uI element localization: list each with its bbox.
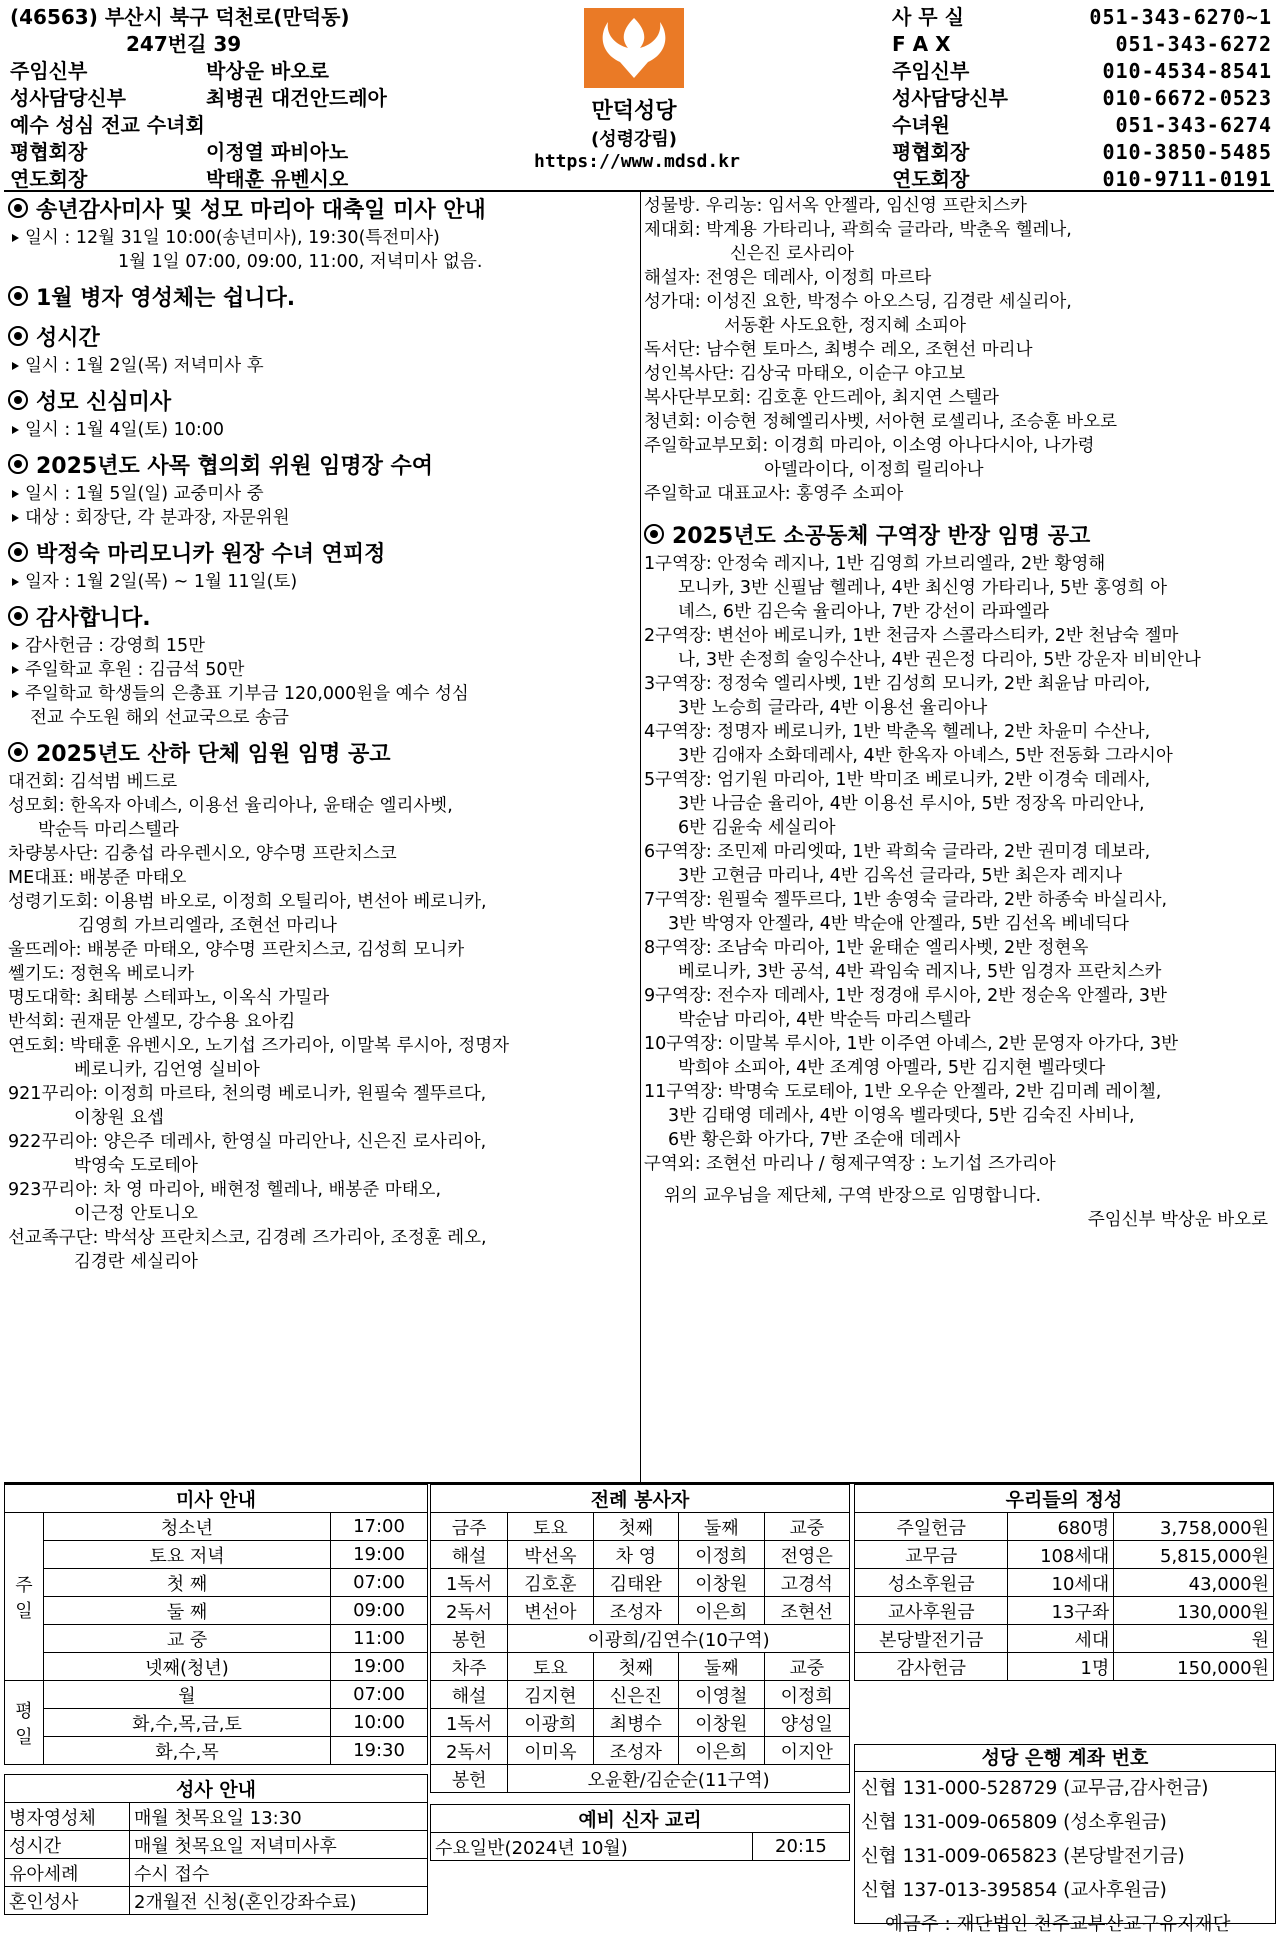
detail-line: 감사헌금 : 강영희 15만 bbox=[8, 634, 638, 658]
triangle-bullet-icon bbox=[12, 514, 19, 522]
staff-row: 연도회장 박태훈 유벤시오 bbox=[10, 167, 349, 191]
table-row: 혼인성사 2개월전 신청(혼인강좌수료) bbox=[5, 1887, 428, 1915]
table-row: 봉헌 오윤환/김순순(11구역) bbox=[431, 1765, 850, 1793]
parish-brand bbox=[534, 8, 740, 172]
sacrament-table bbox=[4, 1774, 428, 1915]
contact-row: 연도회장 010-9711-0191 bbox=[892, 167, 1272, 191]
list-item: 7구역장: 원필숙 젤뚜르다, 1반 송영숙 글라라, 2반 하종숙 바실리사, bbox=[644, 890, 1168, 910]
list-item: 김영희 가브리엘라, 조현선 마리나 bbox=[78, 916, 337, 936]
list-item: 박영숙 도로테아 bbox=[74, 1156, 198, 1176]
right-column bbox=[644, 194, 1274, 1232]
detail-line: 일자 : 1월 2일(목) ~ 1월 11일(토) bbox=[8, 570, 638, 594]
section-title: 2025년도 소공동체 구역장 반장 임명 공고 bbox=[644, 522, 1274, 552]
table-row: 2독서 변선아 조성자 이은희 조현선 bbox=[431, 1597, 850, 1625]
table-title: 성사 안내 bbox=[5, 1775, 428, 1803]
bank-line: 신협 131-009-065823 (본당발전기금) bbox=[861, 1846, 1185, 1867]
list-item: 제대회: 박계용 가타리나, 곽희숙 글라라, 박춘옥 헬레나, bbox=[644, 220, 1072, 240]
list-item: 3반 김태영 데레사, 4반 이영옥 벨라뎃다, 5반 김숙진 사비나, bbox=[668, 1106, 1135, 1126]
contact-row: 주임신부 010-4534-8541 bbox=[892, 59, 1272, 83]
table-row: 교 중 11:00 bbox=[5, 1625, 428, 1653]
signature-line: 주임신부 박상운 바오로 bbox=[1087, 1210, 1268, 1230]
group-officer-list-continued bbox=[644, 194, 1274, 506]
list-item: 3반 박영자 안젤라, 4반 박순애 안젤라, 5반 김선옥 베네딕다 bbox=[668, 914, 1129, 934]
list-item: 1구역장: 안정숙 레지나, 1반 김영희 가브리엘라, 2반 황영해 bbox=[644, 554, 1106, 574]
column-divider bbox=[640, 192, 641, 1482]
table-row: 첫 째 07:00 bbox=[5, 1569, 428, 1597]
list-item: 성가대: 이성진 요한, 박정수 아오스딩, 김경란 세실리아, bbox=[644, 292, 1072, 312]
table-header-row: 차주 토요 첫째 둘째 교중 bbox=[431, 1653, 850, 1681]
zone-leader-list bbox=[644, 552, 1274, 1176]
row-group-label: 주일 bbox=[5, 1513, 44, 1681]
parish-subtitle: (성령강림) bbox=[590, 129, 677, 150]
triangle-bullet-icon bbox=[12, 578, 19, 586]
list-item: 모니카, 3반 신필남 헬레나, 4반 최신영 가타리나, 5반 홍영희 아 bbox=[678, 578, 1167, 598]
table-row: 병자영성체 매월 첫목요일 13:30 bbox=[5, 1803, 428, 1831]
section-title: 송년감사미사 및 성모 마리아 대축일 미사 안내 bbox=[8, 196, 638, 226]
list-item: 923꾸리아: 차 영 마리아, 배현정 헬레나, 배봉준 마태오, bbox=[8, 1180, 442, 1200]
table-row: 둘 째 09:00 bbox=[5, 1597, 428, 1625]
detail-line: 일시 : 1월 2일(목) 저녁미사 후 bbox=[8, 354, 638, 378]
list-item: 명도대학: 최태봉 스테파노, 이옥식 가밀라 bbox=[8, 988, 330, 1008]
list-item: 베로니카, 김언영 실비아 bbox=[74, 1060, 260, 1080]
bank-holder: 예금주 : 재단법인 천주교부산교구유지재단 bbox=[885, 1914, 1231, 1935]
list-item: 2구역장: 변선아 베로니카, 1반 천금자 스콜라스티카, 2반 천남숙 젤마 bbox=[644, 626, 1179, 646]
table-row: 토요 저녁 19:00 bbox=[5, 1541, 428, 1569]
header-contacts bbox=[892, 4, 1272, 193]
table-title: 미사 안내 bbox=[5, 1485, 428, 1513]
bank-title: 성당 은행 계좌 번호 bbox=[855, 1745, 1275, 1772]
list-item: 성물방. 우리농: 임서옥 안젤라, 임신영 프란치스카 bbox=[644, 196, 1027, 216]
table-title: 우리들의 정성 bbox=[855, 1485, 1274, 1513]
table-row: 교무금 108세대 5,815,000원 bbox=[855, 1541, 1274, 1569]
detail-line: 전교 수도원 해외 선교국으로 송금 bbox=[30, 708, 289, 728]
list-item: 해설자: 전영은 데레사, 이정희 마르타 bbox=[644, 268, 932, 288]
circle-bullet-icon bbox=[8, 326, 28, 346]
table-row: 성소후원금 10세대 43,000원 bbox=[855, 1569, 1274, 1597]
list-item: 10구역장: 이말복 루시아, 1반 이주연 아녜스, 2반 문영자 아가다, 3반 bbox=[644, 1034, 1179, 1054]
table-title: 전례 봉사자 bbox=[431, 1485, 850, 1513]
table-row: 평일 월 07:00 bbox=[5, 1681, 428, 1709]
dove-flame-logo-icon bbox=[584, 8, 684, 88]
list-item: 구역외: 조현선 마리나 / 형제구역장 : 노기섭 즈가리아 bbox=[644, 1154, 1056, 1174]
list-item: 921꾸리아: 이정희 마르타, 천의령 베로니카, 원필숙 젤뚜르다, bbox=[8, 1084, 487, 1104]
list-item: 복사단부모회: 김호훈 안드레아, 최지연 스텔라 bbox=[644, 388, 999, 408]
list-item: 4구역장: 정명자 베로니카, 1반 박춘옥 헬레나, 2반 차윤미 수산나, bbox=[644, 722, 1151, 742]
circle-bullet-icon bbox=[8, 390, 28, 410]
bottom-info bbox=[4, 1482, 1274, 1935]
table-row: 수요일반(2024년 10월) 20:15 bbox=[431, 1833, 850, 1861]
list-item: 성모회: 한옥자 아녜스, 이용선 율리아나, 윤태순 엘리사벳, bbox=[8, 796, 453, 816]
address-line-2: 247번길 39 bbox=[126, 32, 242, 56]
list-item: 11구역장: 박명숙 도로테아, 1반 오우순 안젤라, 2반 김미례 레이첼, bbox=[644, 1082, 1162, 1102]
table-row: 성시간 매월 첫목요일 저녁미사후 bbox=[5, 1831, 428, 1859]
catechism-table bbox=[430, 1804, 850, 1861]
section-title: 2025년도 산하 단체 임원 임명 공고 bbox=[8, 740, 638, 770]
staff-row: 주임신부 박상운 바오로 bbox=[10, 59, 329, 83]
parish-url[interactable]: https://www.mdsd.kr bbox=[534, 151, 740, 172]
list-item: 3반 고현금 마리나, 4반 김옥선 글라라, 5반 최은자 레지나 bbox=[678, 866, 1123, 886]
detail-line: 일시 : 12월 31일 10:00(송년미사), 19:30(특전미사) bbox=[8, 226, 638, 250]
table-row: 유아세례 수시 접수 bbox=[5, 1859, 428, 1887]
table-row: 넷째(청년) 19:00 bbox=[5, 1653, 428, 1681]
appointment-statement: 위의 교우님을 제단체, 구역 반장으로 임명합니다. bbox=[664, 1186, 1042, 1206]
contact-row: 성사담당신부 010-6672-0523 bbox=[892, 86, 1272, 110]
list-item: 성령기도회: 이용범 바오로, 이정희 오틸리아, 변선아 베로니카, bbox=[8, 892, 487, 912]
list-item: 베로니카, 3반 공석, 4반 곽임숙 레지나, 5반 임경자 프란치스카 bbox=[678, 962, 1162, 982]
contact-row: 수녀원 051-343-6274 bbox=[892, 113, 1272, 137]
table-row: 2독서 이미옥 조성자 이은희 이지안 bbox=[431, 1737, 850, 1765]
section-title: 2025년도 사목 협의회 위원 임명장 수여 bbox=[8, 452, 638, 482]
header bbox=[4, 2, 1274, 192]
list-item: 대건회: 김석범 베드로 bbox=[8, 772, 178, 792]
table-row: 본당발전기금 세대 원 bbox=[855, 1625, 1274, 1653]
parish-name: 만덕성당 bbox=[591, 99, 677, 124]
header-left-info bbox=[10, 4, 530, 193]
circle-bullet-icon bbox=[8, 606, 28, 626]
circle-bullet-icon bbox=[8, 454, 28, 474]
detail-line: 일시 : 1월 5일(일) 교중미사 중 bbox=[8, 482, 638, 506]
list-item: 아델라이다, 이정희 릴리아나 bbox=[764, 460, 984, 480]
section-title: 박정숙 마리모니카 원장 수녀 연피정 bbox=[8, 540, 638, 570]
detail-line: 대상 : 회장단, 각 분과장, 자문위원 bbox=[8, 506, 638, 530]
list-item: 6반 김윤숙 세실리아 bbox=[678, 818, 836, 838]
left-column bbox=[8, 194, 638, 1274]
list-item: 독서단: 남수현 토마스, 최병수 레오, 조현선 마리나 bbox=[644, 340, 1033, 360]
list-item: 922꾸리아: 양은주 데레사, 한영실 마리안나, 신은진 로사리아, bbox=[8, 1132, 487, 1152]
section-title: 성시간 bbox=[8, 324, 638, 354]
list-item: 이근정 안토니오 bbox=[74, 1204, 198, 1224]
bank-line: 신협 137-013-395854 (교사후원금) bbox=[861, 1880, 1167, 1901]
list-item: 박순득 마리스텔라 bbox=[38, 820, 179, 840]
contact-row: 사 무 실 051-343-6270~1 bbox=[892, 5, 1272, 29]
contact-row: F A X 051-343-6272 bbox=[892, 32, 1272, 56]
list-item: 이창원 요셉 bbox=[74, 1108, 165, 1128]
triangle-bullet-icon bbox=[12, 490, 19, 498]
list-item: ME대표: 배봉준 마태오 bbox=[8, 868, 187, 888]
list-item: 주일학교부모회: 이경희 마리아, 이소영 아나다시아, 나가령 bbox=[644, 436, 1095, 456]
list-item: 박희야 소피아, 4반 조계영 아멜라, 5반 김지현 벨라뎃다 bbox=[678, 1058, 1106, 1078]
list-item: 9구역장: 전수자 데레사, 1반 정경애 루시아, 2반 정순옥 안젤라, 3반 bbox=[644, 986, 1167, 1006]
group-officer-list bbox=[8, 770, 638, 1274]
staff-row: 성사담당신부 최병권 대건안드레아 bbox=[10, 86, 387, 110]
list-item: 6구역장: 조민제 마리엣따, 1반 곽희숙 글라라, 2반 권미경 데보라, bbox=[644, 842, 1151, 862]
list-item: 3구역장: 정정숙 엘리사벳, 1반 김성희 모니카, 2반 최윤남 마리아, bbox=[644, 674, 1151, 694]
circle-bullet-icon bbox=[8, 198, 28, 218]
list-item: 차량봉사단: 김충섭 라우렌시오, 양수명 프란치스코 bbox=[8, 844, 397, 864]
list-item: 신은진 로사리아 bbox=[730, 244, 854, 264]
list-item: 나, 3반 손정희 술잉수산나, 4반 권은정 다리아, 5반 강운자 비비안나 bbox=[678, 650, 1201, 670]
circle-bullet-icon bbox=[8, 542, 28, 562]
contact-row: 평협회장 010-3850-5485 bbox=[892, 140, 1272, 164]
triangle-bullet-icon bbox=[12, 690, 19, 698]
list-item: 쎌기도: 정현옥 베로니카 bbox=[8, 964, 195, 984]
list-item: 5구역장: 엄기원 마리아, 1반 박미조 베로니카, 2반 이경숙 데레사, bbox=[644, 770, 1151, 790]
list-item: 3반 노승희 글라라, 4반 이용선 율리아나 bbox=[678, 698, 988, 718]
triangle-bullet-icon bbox=[12, 362, 19, 370]
table-title: 예비 신자 교리 bbox=[431, 1805, 850, 1833]
list-item: 3반 김애자 소화데레사, 4반 한옥자 아녜스, 5반 전동화 그라시아 bbox=[678, 746, 1173, 766]
section-title: 1월 병자 영성체는 쉽니다. bbox=[8, 284, 638, 314]
detail-line: 일시 : 1월 4일(토) 10:00 bbox=[8, 418, 638, 442]
table-row: 1독서 김호훈 김태완 이창원 고경석 bbox=[431, 1569, 850, 1597]
table-row: 화,수,목,금,토 10:00 bbox=[5, 1709, 428, 1737]
list-item: 박순남 마리아, 4반 박순득 마리스텔라 bbox=[678, 1010, 971, 1030]
table-row: 감사헌금 1명 150,000원 bbox=[855, 1653, 1274, 1681]
detail-line: 주일학교 학생들의 은총표 기부금 120,000원을 예수 성심 bbox=[8, 682, 638, 706]
circle-bullet-icon bbox=[8, 286, 28, 306]
table-row: 해설 김지현 신은진 이영철 이정희 bbox=[431, 1681, 850, 1709]
staff-row: 예수 성심 전교 수녀회 bbox=[10, 113, 205, 137]
list-item: 6반 황은화 아가다, 7반 조순애 데레사 bbox=[668, 1130, 961, 1150]
triangle-bullet-icon bbox=[12, 234, 19, 242]
list-item: 녜스, 6반 김은숙 율리아나, 7반 강선이 라파엘라 bbox=[678, 602, 1050, 622]
table-row: 화,수,목 19:30 bbox=[5, 1737, 428, 1765]
list-item: 울뜨레아: 배봉준 마태오, 양수명 프란치스코, 김성희 모니카 bbox=[8, 940, 465, 960]
list-item: 3반 나금순 율리아, 4반 이용선 루시아, 5반 정장옥 마리안나, bbox=[678, 794, 1145, 814]
table-row: 1독서 이광희 최병수 이창원 양성일 bbox=[431, 1709, 850, 1737]
triangle-bullet-icon bbox=[12, 666, 19, 674]
circle-bullet-icon bbox=[644, 524, 664, 544]
staff-row: 평협회장 이정열 파비아노 bbox=[10, 140, 349, 164]
bank-line: 신협 131-009-065809 (성소후원금) bbox=[861, 1812, 1167, 1833]
list-item: 반석회: 권재문 안셀모, 강수용 요아킴 bbox=[8, 1012, 296, 1032]
offering-table bbox=[854, 1484, 1274, 1681]
table-row: 해설 박선옥 차 영 이정희 전영은 bbox=[431, 1541, 850, 1569]
list-item: 성인복사단: 김상국 마태오, 이순구 야고보 bbox=[644, 364, 966, 384]
list-item: 주일학교 대표교사: 홍영주 소피아 bbox=[644, 484, 904, 504]
detail-line: 주일학교 후원 : 김금석 50만 bbox=[8, 658, 638, 682]
list-item: 8구역장: 조남숙 마리아, 1반 윤태순 엘리사벳, 2반 정현옥 bbox=[644, 938, 1089, 958]
list-item: 서동환 사도요한, 정지혜 소피아 bbox=[724, 316, 967, 336]
liturgy-servers-table bbox=[430, 1484, 850, 1793]
section-title: 감사합니다. bbox=[8, 604, 638, 634]
list-item: 청년회: 이승현 정혜엘리사벳, 서아현 로셀리나, 조승훈 바오로 bbox=[644, 412, 1118, 432]
table-row: 교사후원금 13구좌 130,000원 bbox=[855, 1597, 1274, 1625]
list-item: 김경란 세실리아 bbox=[74, 1252, 198, 1272]
bank-accounts bbox=[854, 1744, 1276, 1935]
detail-line: 1월 1일 07:00, 09:00, 11:00, 저녁미사 없음. bbox=[118, 252, 483, 272]
table-row: 주일헌금 680명 3,758,000원 bbox=[855, 1513, 1274, 1541]
triangle-bullet-icon bbox=[12, 642, 19, 650]
triangle-bullet-icon bbox=[12, 426, 19, 434]
list-item: 연도회: 박태훈 유벤시오, 노기섭 즈가리아, 이말복 루시아, 정명자 bbox=[8, 1036, 510, 1056]
table-row: 봉헌 이광희/김연수(10구역) bbox=[431, 1625, 850, 1653]
row-group-label: 평일 bbox=[5, 1681, 44, 1765]
address-line-1: (46563) 부산시 북구 덕천로(만덕동) bbox=[10, 5, 350, 29]
bulletin-page bbox=[4, 2, 1274, 1935]
table-header-row: 금주 토요 첫째 둘째 교중 bbox=[431, 1513, 850, 1541]
table-row: 주일 청소년 17:00 bbox=[5, 1513, 428, 1541]
circle-bullet-icon bbox=[8, 742, 28, 762]
list-item: 선교족구단: 박석상 프란치스코, 김경례 즈가리아, 조정훈 레오, bbox=[8, 1228, 487, 1248]
section-title: 성모 신심미사 bbox=[8, 388, 638, 418]
mass-schedule-table bbox=[4, 1484, 428, 1765]
bank-line: 신협 131-000-528729 (교무금,감사헌금) bbox=[861, 1778, 1209, 1799]
